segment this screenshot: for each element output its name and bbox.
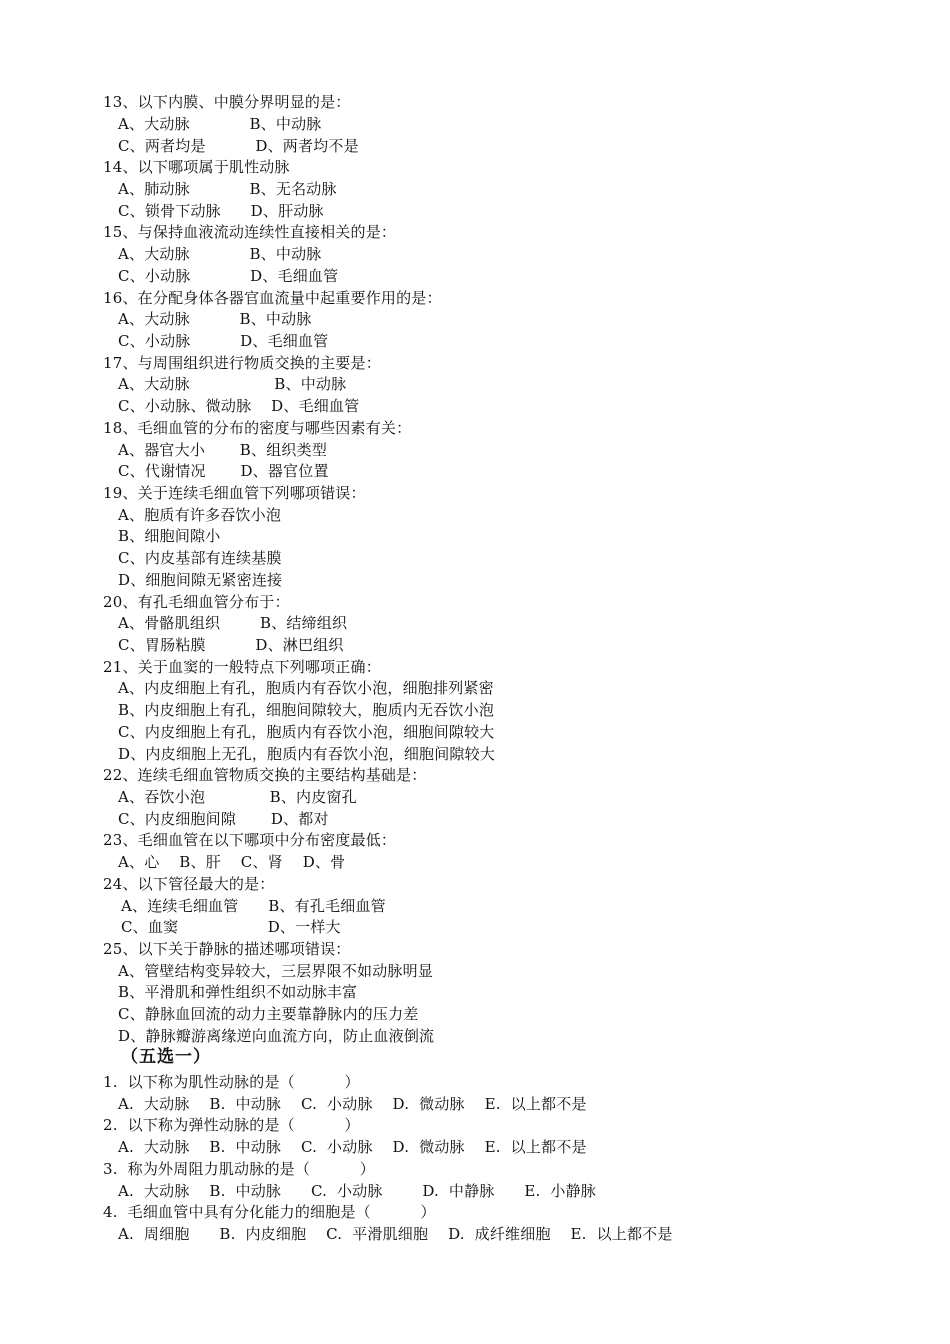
options-16-ab: A、大动脉 B、中动脉 [118, 310, 312, 328]
options-22-cd: C、内皮细胞间隙 D、都对 [118, 810, 329, 828]
question-16: 16、在分配身体各器官血流量中起重要作用的是： [103, 289, 442, 307]
option-21-b: B、内皮细胞上有孔，细胞间隙较大，胞质内无吞饮小泡 [118, 701, 495, 719]
option-19-d: D、细胞间隙无紧密连接 [118, 571, 283, 589]
option-21-d: D、内皮细胞上无孔，胞质内有吞饮小泡，细胞间隙较大 [118, 745, 496, 763]
options-16-cd: C、小动脉 D、毛细血管 [118, 332, 329, 350]
options-13-cd: C、两者均是 D、两者均不是 [118, 137, 359, 155]
question-23: 23、毛细血管在以下哪项中分布密度最低： [103, 831, 397, 849]
options-18-ab: A、器官大小 B、组织类型 [118, 441, 328, 459]
options-13-ab: A、大动脉 B、中动脉 [118, 115, 322, 133]
options-20-cd: C、胃肠粘膜 D、淋巴组织 [118, 636, 344, 654]
mc-options-2: A. 大动脉 B. 中动脉 C. 小动脉 D. 微动脉 E. 以上都不是 [118, 1138, 587, 1156]
options-14-ab: A、肺动脉 B、无名动脉 [118, 180, 337, 198]
option-25-d: D、静脉瓣游离缘逆向血流方向，防止血液倒流 [118, 1027, 435, 1045]
options-24-ab: A、连续毛细血管 B、有孔毛细血管 [121, 897, 386, 915]
question-22: 22、连续毛细血管物质交换的主要结构基础是： [103, 766, 427, 784]
option-19-a: A、胞质有许多吞饮小泡 [118, 506, 282, 524]
mc-question-2: 2. 以下称为弹性动脉的是（ ） [103, 1116, 360, 1134]
options-15-ab: A、大动脉 B、中动脉 [118, 245, 322, 263]
options-17-ab: A、大动脉 B、中动脉 [118, 375, 347, 393]
options-17-cd: C、小动脉、微动脉 D、毛细血管 [118, 397, 360, 415]
question-19: 19、关于连续毛细血管下列哪项错误： [103, 484, 366, 502]
options-18-cd: C、代谢情况 D、器官位置 [118, 462, 329, 480]
question-20: 20、有孔毛细血管分布于： [103, 593, 290, 611]
question-14: 14、以下哪项属于肌性动脉 [103, 158, 290, 176]
mc-question-3: 3. 称为外周阻力肌动脉的是（ ） [103, 1160, 375, 1178]
option-19-b: B、细胞间隙小 [118, 527, 221, 545]
mc-options-4: A. 周细胞 B. 内皮细胞 C. 平滑肌细胞 D. 成纤维细胞 E. 以上都不是 [118, 1225, 673, 1243]
mc-options-3: A. 大动脉 B. 中动脉 C. 小动脉 D. 中静脉 E. 小静脉 [118, 1182, 596, 1200]
question-15: 15、与保持血液流动连续性直接相关的是： [103, 223, 397, 241]
option-25-b: B、平滑肌和弹性组织不如动脉丰富 [118, 983, 358, 1001]
option-21-a: A、内皮细胞上有孔，胞质内有吞饮小泡，细胞排列紧密 [118, 679, 494, 697]
mc-options-1: A. 大动脉 B. 中动脉 C. 小动脉 D. 微动脉 E. 以上都不是 [118, 1095, 587, 1113]
question-17: 17、与周围组织进行物质交换的主要是： [103, 354, 381, 372]
mc-question-4: 4. 毛细血管中具有分化能力的细胞是（ ） [103, 1203, 436, 1221]
mc-question-1: 1. 以下称为肌性动脉的是（ ） [103, 1073, 360, 1091]
options-24-cd: C、血窦 D、一样大 [121, 918, 341, 936]
option-21-c: C、内皮细胞上有孔，胞质内有吞饮小泡，细胞间隙较大 [118, 723, 495, 741]
option-25-c: C、静脉血回流的动力主要靠静脉内的压力差 [118, 1005, 419, 1023]
options-22-ab: A、吞饮小泡 B、内皮窗孔 [118, 788, 357, 806]
question-25: 25、以下关于静脉的描述哪项错误： [103, 940, 351, 958]
options-14-cd: C、锁骨下动脉 D、肝动脉 [118, 202, 324, 220]
question-18: 18、毛细血管的分布的密度与哪些因素有关： [103, 419, 412, 437]
options-20-ab: A、骨骼肌组织 B、结缔组织 [118, 614, 348, 632]
question-21: 21、关于血窦的一般特点下列哪项正确： [103, 658, 381, 676]
question-13: 13、以下内膜、中膜分界明显的是： [103, 93, 351, 111]
options-23: A、心 B、肝 C、肾 D、骨 [118, 853, 346, 871]
option-19-c: C、内皮基部有连续基膜 [118, 549, 282, 567]
section-heading: （五选一） [121, 1047, 211, 1067]
options-15-cd: C、小动脉 D、毛细血管 [118, 267, 339, 285]
question-24: 24、以下管径最大的是： [103, 875, 275, 893]
option-25-a: A、管壁结构变异较大，三层界限不如动脉明显 [118, 962, 434, 980]
